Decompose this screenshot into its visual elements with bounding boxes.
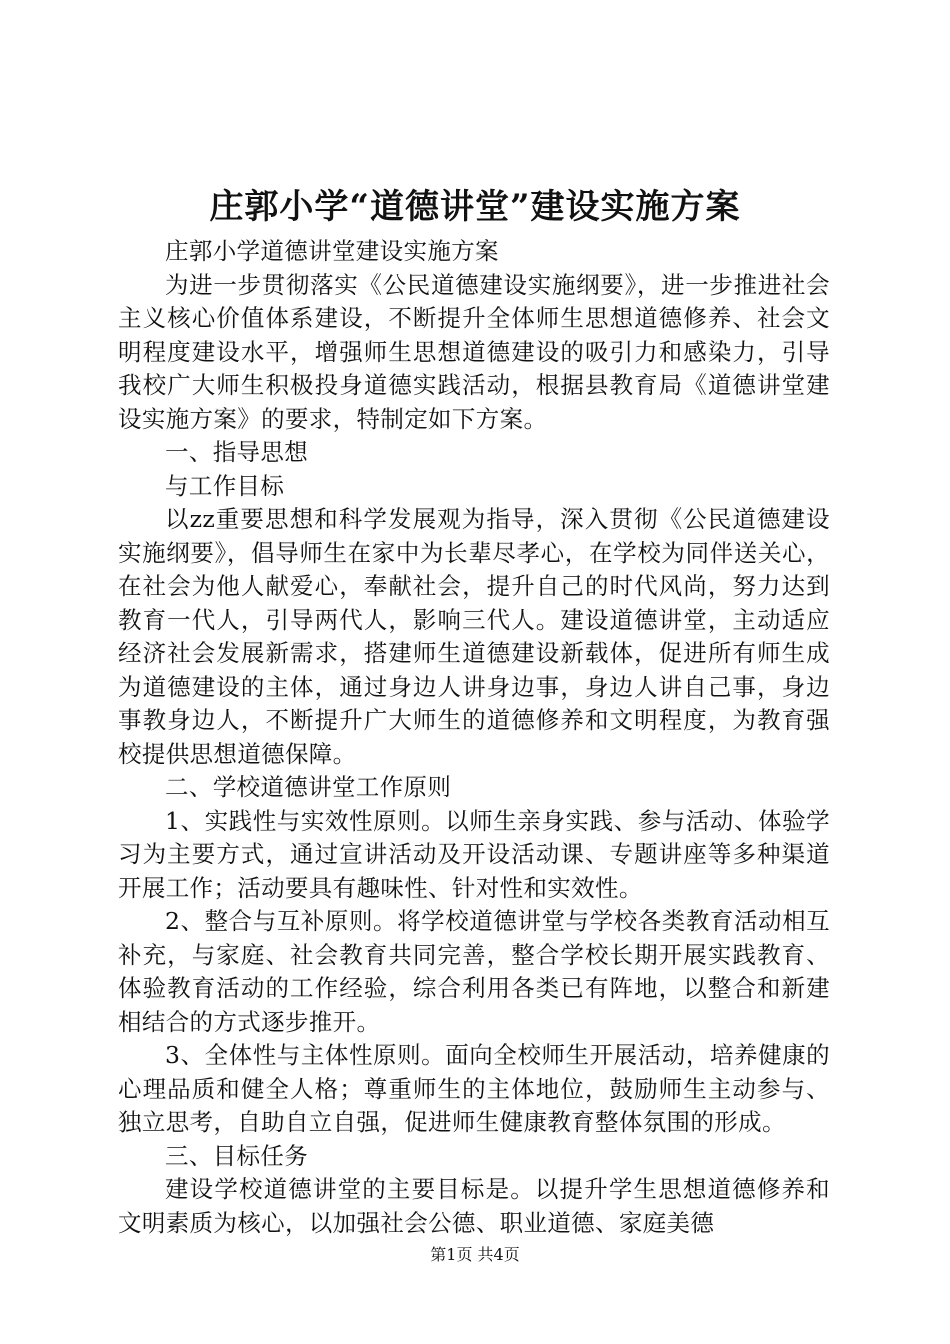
paragraph-principle-3: 3、全体性与主体性原则。面向全校师生开展活动，培养健康的心理品质和健全人格；尊重师生的主体地位，鼓励师生主动参与、独立思考，自助自立自强，促进师生健康教育整体氛围的形成。 [118, 1041, 830, 1136]
page-footer [0, 1244, 950, 1266]
paragraph-target-tasks: 建设学校道德讲堂的主要目标是。以提升学生思想道德修养和文明素质为核心，以加强社会公德、职业道德、家庭美德 [118, 1175, 830, 1237]
page-number: 第1页 [430, 1245, 473, 1264]
paragraph-principle-1: 1、实践性与实效性原则。以师生亲身实践、参与活动、体验学习为主要方式，通过宣讲活动及开设活动课、专题讲座等多种渠道开展工作；活动要具有趣味性、针对性和实效性。 [118, 806, 830, 902]
paragraph-guiding-thought: 以zz重要思想和科学发展观为指导，深入贯彻《公民道德建设实施纲要》，倡导师生在家中为长辈尽孝心，在学校为同伴送关心，在社会为他人献爱心，奉献社会，提升自己的时代风尚，努力达到教育一代人，引导两代人，影响三代人。建设道德讲堂，主动适应经济社会发展新需求，搭建师生道德建设新载体，促进所有师生成为道德建设的主体，通过身边人讲身边事，身边人讲自己事，身边事教身边人，不断提升广大师生的道德修养和文明程度，为教育强校提供思想道德保障。 [118, 505, 830, 768]
document-body [118, 235, 830, 1240]
section-heading-work-goals: 与工作目标 [165, 471, 285, 500]
page-total: 共4页 [477, 1245, 520, 1264]
section-heading-guiding-thought: 一、指导思想 [165, 438, 309, 466]
document-title: 庄郭小学“道德讲堂”建设实施方案 [209, 187, 741, 227]
paragraph-subtitle: 庄郭小学道德讲堂建设实施方案 [165, 237, 499, 265]
paragraph-intro: 为进一步贯彻落实《公民道德建设实施纲要》，进一步推进社会主义核心价值体系建设，不断提升全体师生思想道德修养、社会文明程度建设水平，增强师生思想道德建设的吸引力和感染力，引导我校广大师生积极投身道德实践活动，根据县教育局《道德讲堂建设实施方案》的要求，特制定如下方案。 [118, 270, 830, 433]
section-heading-principles: 二、学校道德讲堂工作原则 [165, 773, 452, 801]
paragraph-principle-2: 2、整合与互补原则。将学校道德讲堂与学校各类教育活动相互补充，与家庭、社会教育共同完善，整合学校长期开展实践教育、体验教育活动的工作经验，综合利用各类已有阵地，以整合和新建相结合的方式逐步推开。 [118, 907, 830, 1036]
section-heading-target-tasks: 三、目标任务 [165, 1141, 309, 1170]
